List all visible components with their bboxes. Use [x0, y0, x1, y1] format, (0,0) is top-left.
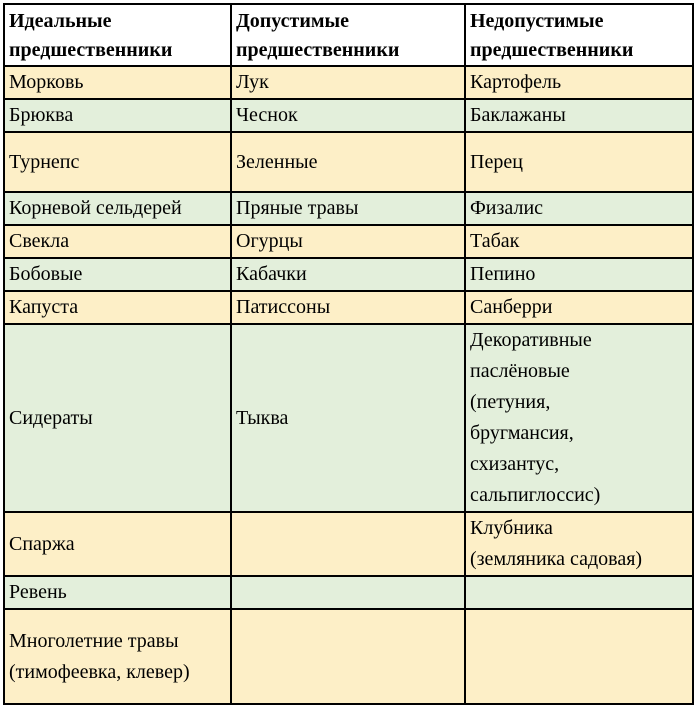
table-row [4, 258, 693, 291]
header-ideal-line2: предшественники [9, 39, 173, 61]
header-ideal-line1: Идеальные [9, 10, 112, 32]
cell-ideal [4, 225, 231, 258]
cell-text: схизантус, [470, 453, 560, 475]
cell-text: Картофель [470, 71, 562, 93]
cell-text: Тыква [236, 406, 289, 429]
cell-allowed [231, 291, 465, 324]
cell-text: Табак [470, 230, 520, 252]
cell-text: Ревень [9, 581, 67, 603]
cell-allowed [231, 66, 465, 99]
cell-text: Многолетние травы [9, 629, 179, 652]
cell-text: Чеснок [236, 104, 298, 126]
cell-ideal [4, 576, 231, 609]
cell-allowed [231, 324, 465, 512]
cell-forbidden [465, 609, 693, 704]
table-row [4, 99, 693, 132]
cell-text: Баклажаны [470, 104, 566, 126]
cell-text: Свекла [9, 230, 70, 252]
table-row [4, 512, 693, 576]
cell-text: Корневой сельдерей [9, 197, 182, 219]
cell-allowed [231, 192, 465, 225]
header-forbidden-line2: предшественники [470, 39, 634, 61]
cell-allowed [231, 132, 465, 192]
cell-forbidden [465, 512, 693, 576]
cell-text: паслёновые [470, 360, 570, 382]
table-row [4, 66, 693, 99]
cell-ideal [4, 258, 231, 291]
cell-text: (тимофеевка, клевер) [9, 660, 190, 683]
table-row [4, 609, 693, 704]
cell-text: (земляника садовая) [470, 548, 643, 570]
cell-text: Морковь [9, 71, 84, 93]
table-row [4, 291, 693, 324]
cell-allowed [231, 99, 465, 132]
cell-forbidden [465, 66, 693, 99]
header-allowed-line1: Допустимые [236, 10, 350, 32]
table-header-row [4, 4, 693, 66]
cell-text: (петуния, [470, 391, 551, 413]
cell-allowed [231, 512, 465, 576]
cell-forbidden [465, 258, 693, 291]
cell-ideal [4, 132, 231, 192]
cell-text: Кабачки [236, 263, 307, 285]
table-row [4, 576, 693, 609]
cell-ideal [4, 512, 231, 576]
crop-rotation-table [3, 3, 694, 705]
cell-text: Сидераты [9, 406, 93, 429]
cell-text: Брюква [9, 104, 74, 126]
cell-text: бругмансия, [470, 422, 574, 444]
cell-forbidden [465, 132, 693, 192]
cell-text: Огурцы [236, 230, 303, 252]
cell-forbidden [465, 324, 693, 512]
cell-text: Лук [236, 71, 269, 93]
header-allowed [231, 4, 465, 66]
cell-text: Патиссоны [236, 296, 331, 318]
cell-text: Спаржа [9, 532, 75, 555]
cell-ideal [4, 324, 231, 512]
cell-ideal [4, 99, 231, 132]
cell-text: Санберри [470, 296, 553, 318]
table-row [4, 225, 693, 258]
cell-allowed [231, 258, 465, 291]
cell-allowed [231, 609, 465, 704]
cell-ideal [4, 66, 231, 99]
cell-text: Турнепс [9, 150, 80, 173]
cell-text: Зеленные [236, 150, 318, 173]
cell-allowed [231, 225, 465, 258]
cell-forbidden [465, 291, 693, 324]
cell-forbidden [465, 99, 693, 132]
cell-ideal [4, 192, 231, 225]
header-allowed-line2: предшественники [236, 39, 400, 61]
header-forbidden-line1: Недопустимые [470, 10, 604, 32]
cell-forbidden [465, 225, 693, 258]
header-forbidden [465, 4, 693, 66]
cell-allowed [231, 576, 465, 609]
cell-text: Бобовые [9, 263, 83, 285]
header-ideal [4, 4, 231, 66]
cell-text: Декоративные [470, 329, 592, 351]
cell-forbidden [465, 192, 693, 225]
cell-text: Клубника [470, 517, 553, 539]
cell-forbidden [465, 576, 693, 609]
cell-ideal [4, 291, 231, 324]
cell-text: Физалис [470, 197, 544, 219]
cell-text: Капуста [9, 296, 79, 318]
cell-text: Пряные травы [236, 197, 359, 219]
table-row [4, 192, 693, 225]
cell-text: сальпиглоссис) [470, 484, 601, 506]
table-row [4, 324, 693, 512]
cell-ideal [4, 609, 231, 704]
cell-text: Перец [470, 150, 523, 173]
table-row [4, 132, 693, 192]
cell-text: Пепино [470, 263, 536, 285]
